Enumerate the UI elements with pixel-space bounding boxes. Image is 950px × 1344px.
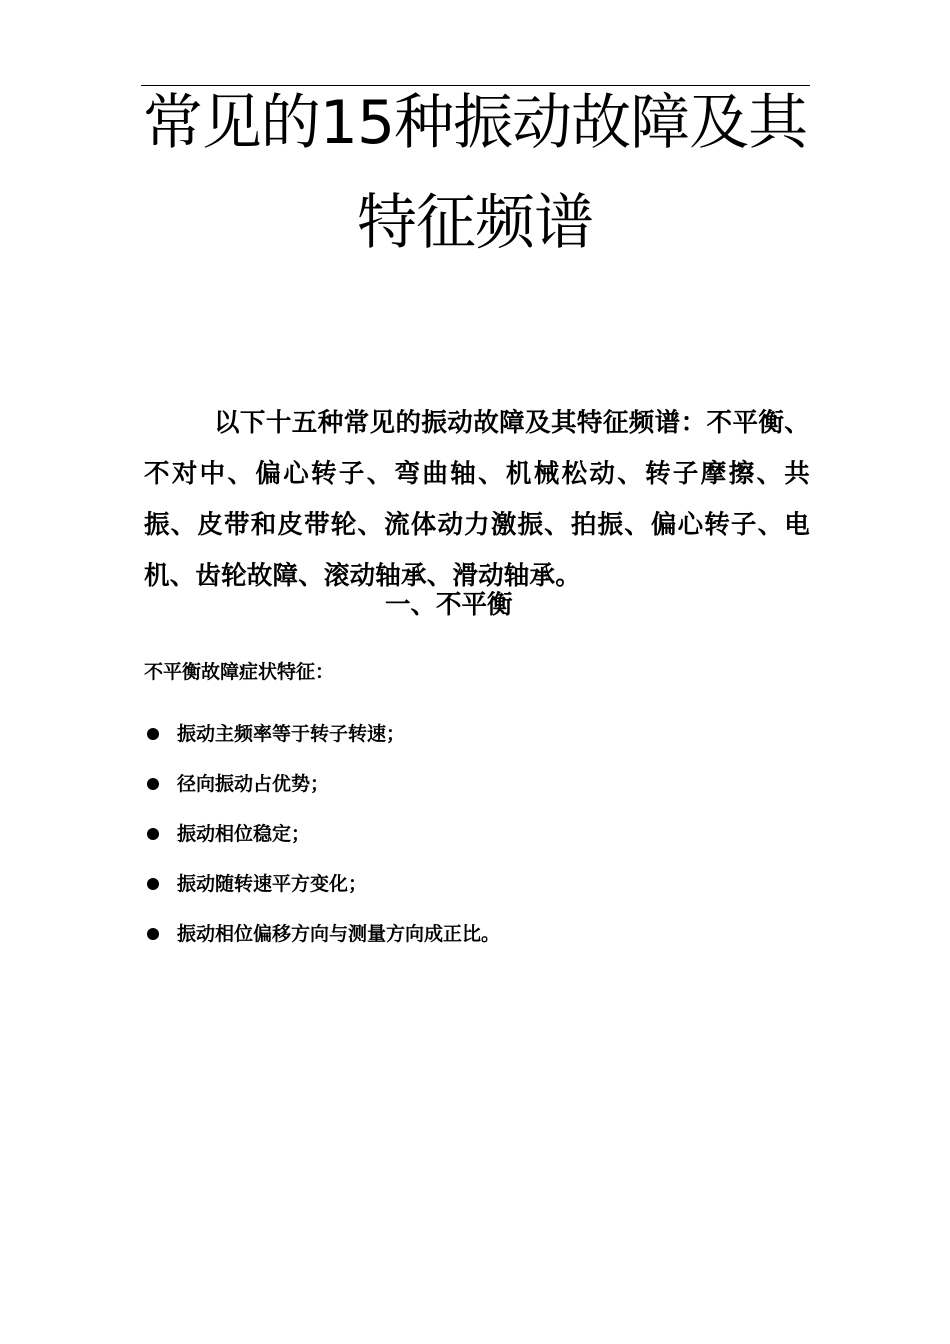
list-item (144, 809, 824, 859)
bullet-icon (147, 828, 159, 840)
list-item-text: 径向振动占优势； (177, 773, 330, 795)
list-item (144, 859, 824, 909)
header-rule (141, 85, 810, 86)
bullet-icon (147, 878, 159, 890)
list-item-text: 振动随转速平方变化； (177, 873, 368, 895)
list-item-text: 振动相位偏移方向与测量方向成正比。 (177, 923, 501, 945)
bullet-icon (147, 728, 159, 740)
title-line-2: 特征频谱 (357, 188, 593, 258)
list-item-text: 振动相位稳定； (177, 823, 311, 845)
title-line-1: 常见的15种振动故障及其 (142, 88, 808, 158)
symptom-label: 不平衡故障症状特征： (144, 661, 335, 683)
bullet-icon (147, 928, 159, 940)
list-item (144, 709, 824, 759)
list-item-text: 振动主频率等于转子转速； (177, 723, 406, 745)
list-item (144, 759, 824, 809)
list-item (144, 909, 824, 959)
bullet-icon (147, 778, 159, 790)
symptom-list (144, 709, 824, 959)
section-heading: 一、不平衡 (385, 590, 513, 620)
intro-paragraph: 以下十五种常见的振动故障及其特征频谱：不平衡、不对中、偏心转子、弯曲轴、机械松动、转子摩擦、共振、皮带和皮带轮、流体动力激振、拍振、偏心转子、电机、齿轮故障、滚动轴承、滑动轴承。 (144, 407, 810, 591)
